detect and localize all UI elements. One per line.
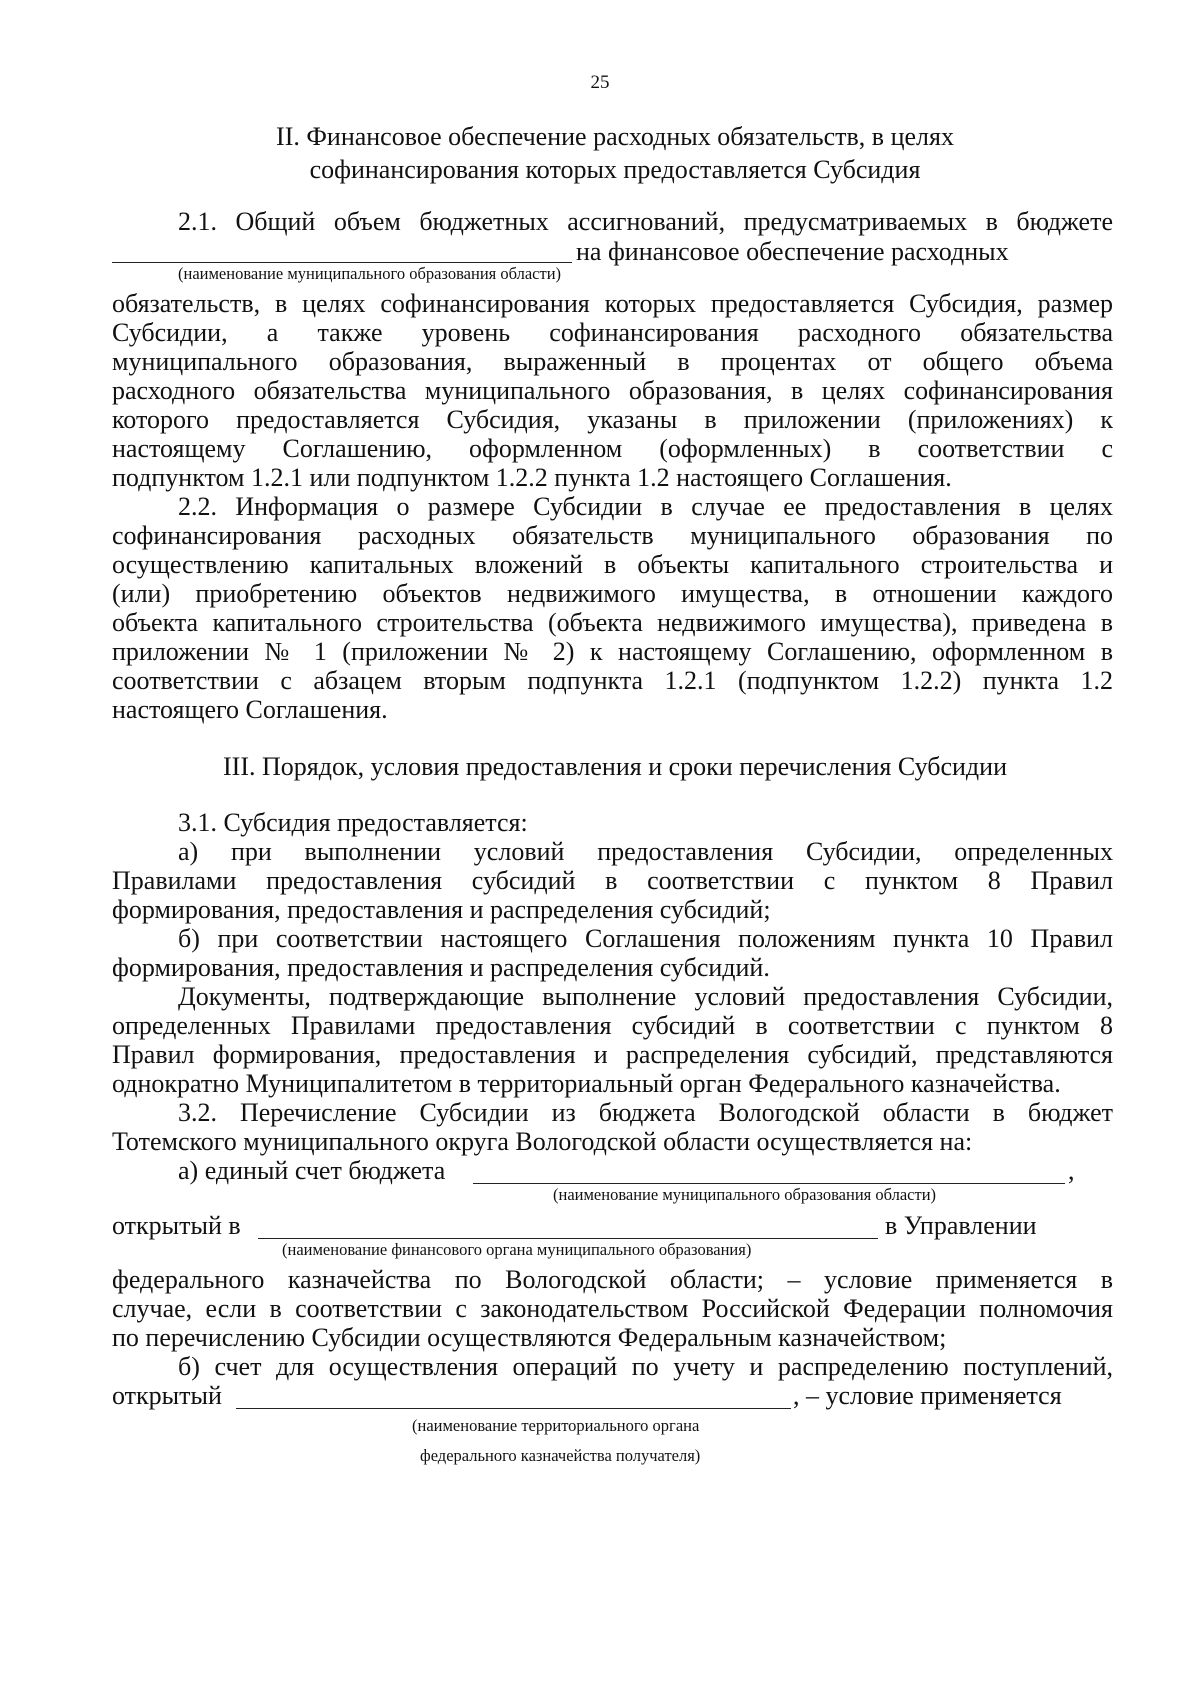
paragraph-3-1-docs-line-3: Правил формирования, предоставления и распределения субсидий, представляются xyxy=(112,1040,1113,1069)
caption-territorial-organ-line-2: федерального казначейства получателя) xyxy=(420,1446,701,1465)
paragraph-2-2-last-line: настоящего Соглашения. xyxy=(112,695,388,724)
caption-municipality: (наименование муниципального образования области) xyxy=(178,264,562,283)
paragraph-3-1-a-last-line: формирования, предоставления и распределения субсидий; xyxy=(112,895,771,924)
paragraph-3-2-b-line-1: б) счет для осуществления операций по учету и распределению поступлений, xyxy=(178,1352,1113,1381)
paragraph-2-1-line-4: Субсидии, а также уровень софинансирования расходного обязательства xyxy=(112,318,1113,347)
paragraph-3-2-line-1: 3.2. Перечисление Субсидии из бюджета Вологодской области в бюджет xyxy=(178,1098,1113,1127)
paragraph-3-1-docs-last-line: однократно Муниципалитетом в территориальный орган Федерального казначейства. xyxy=(112,1069,1061,1098)
paragraph-2-1-line-7: которого предоставляется Субсидия, указаны в приложении (приложениях) к xyxy=(112,405,1113,434)
opened-in-label: открытый в xyxy=(112,1211,241,1240)
paragraph-2-2-line-2: софинансирования расходных обязательств муниципального образования по xyxy=(112,521,1113,550)
paragraph-2-1-line-8: настоящему Соглашению, оформленном (оформленных) в соответствии с xyxy=(112,434,1113,463)
paragraph-2-2-line-4: (или) приобретению объектов недвижимого имущества, в отношении каждого xyxy=(112,579,1113,608)
paragraph-2-2-line-3: осуществлению капитальных вложений в объекты капитального строительства и xyxy=(112,550,1113,579)
caption-financial-organ: (наименование финансового органа муниципального образования) xyxy=(282,1240,752,1259)
blank-territorial-organ-line xyxy=(236,1408,791,1409)
paragraph-2-1-line-5: муниципального образования, выраженный в процентах от общего объема xyxy=(112,347,1113,376)
section-3-heading: III. Порядок, условия предоставления и сроки перечисления Субсидии xyxy=(223,752,1007,781)
opened-label: открытый xyxy=(112,1381,222,1410)
paragraph-2-1-line-2: на финансовое обеспечение расходных xyxy=(576,237,1009,266)
paragraph-2-2-line-6: приложении № 1 (приложении № 2) к настоящему Соглашению, оформленном в xyxy=(112,637,1113,666)
paragraph-3-2-fed-line-2: случае, если в соответствии с законодательством Российской Федерации полномочия xyxy=(112,1294,1113,1323)
paragraph-3-2-fed-last-line: по перечислению Субсидии осуществляются Федеральным казначейством; xyxy=(112,1323,947,1352)
condition-applies-label: , – условие применяется xyxy=(793,1381,1062,1410)
paragraph-3-1-b-line-1: б) при соответствии настоящего Соглашения положениям пункта 10 Правил xyxy=(178,924,1113,953)
blank-financial-organ-line xyxy=(258,1238,878,1239)
caption-municipality-2: (наименование муниципального образования области) xyxy=(553,1185,937,1204)
section-2-heading-line-2: софинансирования которых предоставляется Субсидия xyxy=(309,155,921,184)
paragraph-2-1-last-line: подпунктом 1.2.1 или подпунктом 1.2.2 пункта 1.2 настоящего Соглашения. xyxy=(112,463,952,492)
single-account-label: а) единый счет бюджета xyxy=(178,1156,446,1185)
paragraph-2-2-line-5: объекта капитального строительства (объекта недвижимого имущества), приведена в xyxy=(112,608,1113,637)
paragraph-2-1-line-1: 2.1. Общий объем бюджетных ассигнований, предусматриваемых в бюджете xyxy=(178,207,1113,236)
single-account-comma: , xyxy=(1068,1156,1075,1185)
paragraph-3-1-a-line-1: а) при выполнении условий предоставления Субсидии, определенных xyxy=(178,837,1113,866)
paragraph-3-2-line-2: Тотемского муниципального округа Вологодской области осуществляется на: xyxy=(112,1127,973,1156)
paragraph-2-1-line-3: обязательств, в целях софинансирования которых предоставляется Субсидия, размер xyxy=(112,289,1113,318)
paragraph-3-2-fed-line-1: федерального казначейства по Вологодской области; – условие применяется в xyxy=(112,1265,1113,1294)
paragraph-3-1-docs-line-2: определенных Правилами предоставления субсидий в соответствии с пунктом 8 xyxy=(112,1011,1113,1040)
page-number: 25 xyxy=(590,72,610,93)
in-administration-label: в Управлении xyxy=(885,1211,1037,1240)
section-2-heading-line-1: II. Финансовое обеспечение расходных обязательств, в целях xyxy=(276,122,954,151)
paragraph-3-1-b-last-line: формирования, предоставления и распределения субсидий. xyxy=(112,953,770,982)
paragraph-3-1-a-line-2: Правилами предоставления субсидий в соответствии с пунктом 8 Правил xyxy=(112,866,1113,895)
paragraph-2-2-line-1: 2.2. Информация о размере Субсидии в случае ее предоставления в целях xyxy=(178,492,1113,521)
paragraph-3-1-intro: 3.1. Субсидия предоставляется: xyxy=(178,808,528,837)
paragraph-2-2-line-7: соответствии с абзацем вторым подпункта 1.2.1 (подпунктом 1.2.2) пункта 1.2 xyxy=(112,666,1113,695)
blank-budget-account-line xyxy=(473,1183,1065,1184)
blank-municipality-line xyxy=(112,262,572,263)
caption-territorial-organ-line-1: (наименование территориального органа xyxy=(412,1416,700,1435)
paragraph-2-1-line-6: расходного обязательства муниципального образования, в целях софинансирования xyxy=(112,376,1113,405)
paragraph-3-1-docs-line-1: Документы, подтверждающие выполнение условий предоставления Субсидии, xyxy=(178,982,1113,1011)
